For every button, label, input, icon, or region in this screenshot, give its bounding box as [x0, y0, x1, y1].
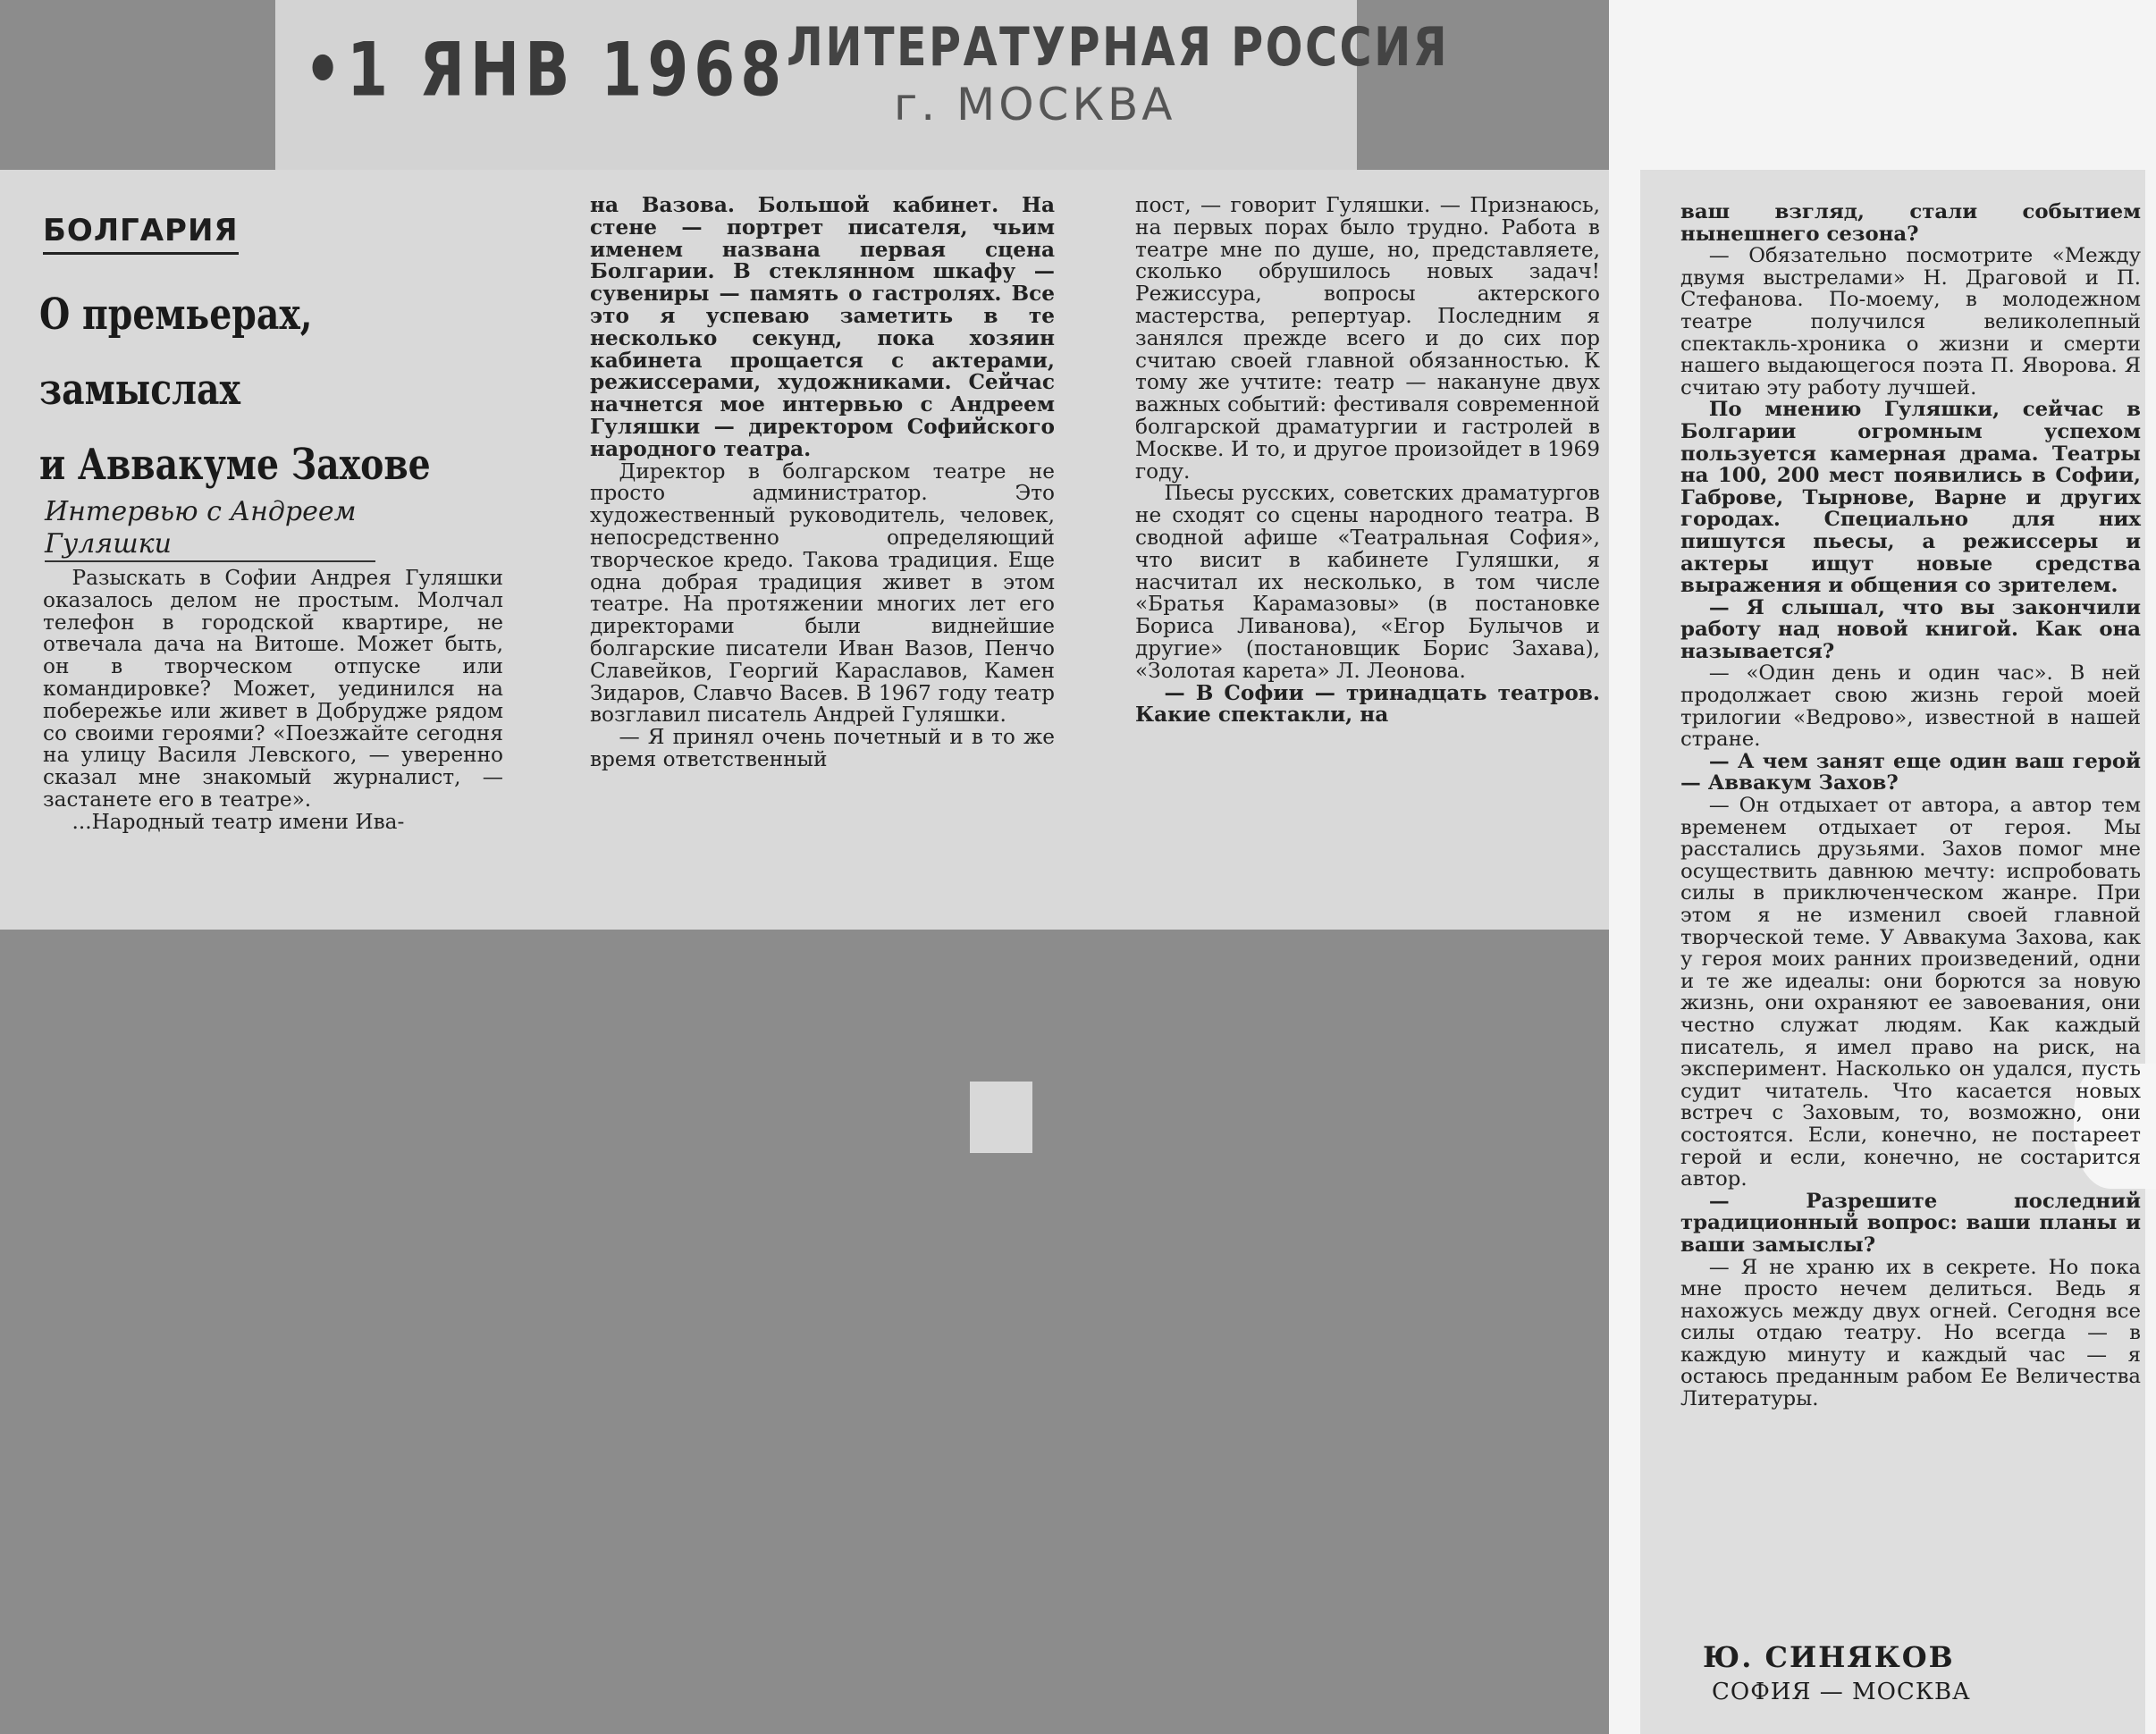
article-paragraph: — Он отдыхает от автора, а автор тем временем отдыхает от героя. Мы расстались друзьями. Захов помог мне осуществить давнюю мечту: испробовать силы в приключенческом жанре. При этом я не изменил своей главной творческой теме. У Аввакума Захова, как у героя моих ранних произведений, одни и те же идеалы: они борются за новую жизнь, они охраняют ее завоевания, они честно служат людям. Как каждый писатель, я имел право на риск, на эксперимент. Насколько он удался, пусть судит читатель. Что касается новых встреч с Заховым, то, возможно, они состоятся. Если, конечно, не постареет герой и если, конечно, не состарится автор.: [1680, 794, 2141, 1191]
article-paragraph: — Обязательно посмотрите «Между двумя выстрелами» Н. Драговой и П. Стефанова. По-моему, в молодежном театре получился великолепный спектакль-хроника о жизни и смерти нашего выдающегося поэта П. Яворова. Я считаю эту работу лучшей.: [1680, 244, 2141, 400]
article-headline: [39, 277, 431, 502]
article-column-1: [43, 568, 503, 834]
article-paragraph: — Я не храню их в секрете. Но пока мне просто нечем делиться. Ведь я нахожусь между двух огней. Сегодня все силы отдаю театру. Но всегда — в каждую минуту и каждый час — я остаюсь преданным рабом Ее Величества Литературы.: [1680, 1255, 2141, 1411]
article-column-2: [590, 195, 1055, 771]
stamp-date: •1 ЯНВ 1968: [304, 27, 787, 114]
dateline-place: СОФИЯ — МОСКВА: [1712, 1679, 1971, 1705]
article-paragraph: — В Софии — тринадцать театров. Какие спектакли, на: [1135, 680, 1600, 728]
article-paragraph: — Я слышал, что вы закончили работу над новой книгой. Как она называется?: [1680, 595, 2141, 663]
headline-line: и Аввакуме Захове: [39, 440, 431, 490]
article-rubric: БОЛГАРИЯ: [43, 213, 239, 255]
article-subtitle: Интервью с Андреем Гуляшки: [45, 496, 375, 562]
article-paragraph: ...Народный театр имени Ива-: [72, 809, 405, 834]
article-paragraph: По мнению Гуляшки, сейчас в Болгарии огромным успехом пользуется камерная драма. Театры на 100, 200 мест появились в Софии, Габрове, Тырнове, Варне и других городах. Специально для них пишутся пьесы, а режиссеры и актеры ищут новые средства выражения и общения со зрителем.: [1680, 398, 2141, 598]
article-paragraph: — А чем занят еще один ваш герой — Аввакум Захов?: [1680, 749, 2141, 795]
paper-residue: [970, 1082, 1032, 1153]
article-paragraph: Разыскать в Софии Андрея Гуляшки оказалось делом не простым. Молчал телефон в городской квартире, не отвечала дача на Витоше. Может быть, он в творческом отпуске или командировке? Может, уединился на побережье или живет в Добрудже рядом со своими героями? «Поезжайте сегодня на улицу Василя Левского, — уверенно сказал мне знакомый журналист, — застанете его в театре».: [43, 566, 503, 812]
article-paragraph: Директор в болгарском театре не просто администратор. Это художественный руководитель, человек, непосредственно определяющий творческое кредо. Такова традиция. Еще одна добрая традиция живет в этом театре. На протяжении многих лет его директорами были виднейшие болгарские писатели Иван Вазов, Пенчо Славейков, Георгий Караславов, Камен Зидаров, Славчо Васев. В 1967 году театр возглавил писатель Андрей Гуляшки.: [590, 459, 1055, 728]
headline-line: О премьерах,: [39, 290, 313, 340]
article-column-4: [1680, 201, 2141, 1410]
article-paragraph: ваш взгляд, стали событием нынешнего сезона?: [1680, 200, 2141, 246]
article-paragraph: — «Один день и один час». В ней продолжает свою жизнь герой моей трилогии «Ведрово», известной в нашей стране.: [1680, 661, 2141, 752]
article-paragraph: пост, — говорит Гуляшки. — Признаюсь, на первых порах было трудно. Работа в театре мне по душе, но, представляете, сколько обрушилось новых задач! Режиссура, вопросы актерского мастерства, репертуар. Последним я занялся прежде всего и до сих пор считаю своей главной обязанностью. К тому же учтите: театр — накануне двух важных событий: фестиваля современной болгарской драматургии и гастролей в Москве. И то, и другое произойдет в 1969 году.: [1135, 193, 1600, 484]
article-paragraph: на Вазова. Большой кабинет. На стене — портрет писателя, чьим именем названа первая сцена Болгарии. В стеклянном шкафу — сувениры — память о гастролях. Все это я успеваю заметить в те несколько секунд, пока хозяин кабинета прощается с актерами, режиссерами, художниками. Сейчас начнется мое интервью с Андреем Гуляшки — директором Софийского народного театра.: [590, 193, 1055, 461]
article-paragraph: Пьесы русских, советских драматургов не сходят со сцены народного театра. В сводной афише «Театральная София», что висит в кабинете Гуляшки, я насчитал их несколько, в том числе «Братья Карамазовы» (в постановке Бориса Ливанова), «Егор Булычов и другие» (постановщик Борис Захава), «Золотая карета» Л. Леонова.: [1135, 481, 1600, 683]
article-column-3: [1135, 195, 1600, 727]
article-paragraph: — Я принял очень почетный и в то же время ответственный: [590, 725, 1055, 771]
author-signature: Ю. СИНЯКОВ: [1703, 1640, 1955, 1674]
stamp-city: г. МОСКВА: [894, 79, 1176, 130]
headline-line: замыслах: [39, 365, 240, 415]
stamp-newspaper-name: ЛИТЕРАТУРНАЯ РОССИЯ: [787, 16, 1450, 79]
article-paragraph: — Разрешите последний традиционный вопрос: ваши планы и ваши замыслы?: [1680, 1189, 2141, 1257]
